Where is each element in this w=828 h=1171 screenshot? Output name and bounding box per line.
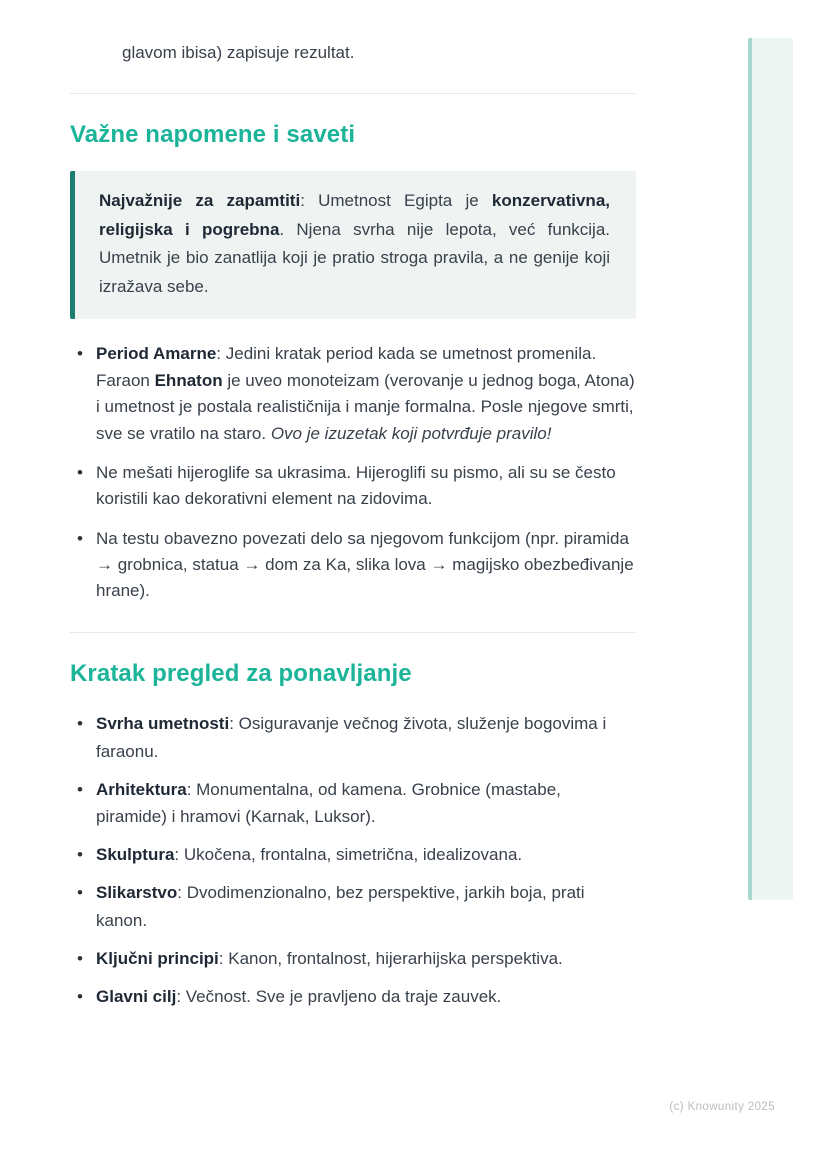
list-item: • Slikarstvo: Dvodimenzionalno, bez perspektive, jarkih boja, prati kanon. — [70, 879, 636, 933]
list-item: • Ključni principi: Kanon, frontalnost, hijerarhijska perspektiva. — [70, 945, 636, 972]
notes-list — [70, 341, 636, 604]
section-title-review: Kratak pregled za ponavljanje — [70, 659, 412, 687]
list-item: • Period Amarne: Jedini kratak period kada se umetnost promenila. Faraon Ehnaton je uveo monoteizam (verovanje u jednog boga, Atona) i umetnost je postala realističnija i manje formalna. Posle njegove smrti, sve se vratilo na staro. Ovo je izuzetak koji potvrđuje pravilo! — [70, 341, 636, 446]
footer-copyright: (c) Knowunity 2025 — [669, 1101, 775, 1113]
list-item: • Ne mešati hijeroglife sa ukrasima. Hijeroglifi su pismo, ali su se često koristili kao dekorativni element na zidovima. — [70, 460, 636, 513]
list-item: • Glavni cilj: Večnost. Sve je pravljeno da traje zauvek. — [70, 983, 636, 1010]
section-title-notes: Važne napomene i saveti — [70, 120, 356, 148]
callout-box — [70, 171, 636, 319]
list-item: • Svrha umetnosti: Osiguravanje večnog života, služenje bogovima i faraonu. — [70, 710, 636, 764]
section-divider — [70, 93, 636, 94]
page-accent-bar — [748, 38, 793, 900]
callout-text: Najvažnije za zapamtiti: Umetnost Egipta je konzervativna, religijska i pogrebna. Njena svrha nije lepota, već funkcija. Umetnik je bio zanatlija koji je pratio stroga pravila, a ne genije koji izražava sebe. — [99, 191, 611, 296]
list-item: • Skulptura: Ukočena, frontalna, simetrična, idealizovana. — [70, 841, 636, 868]
list-item: • Arhitektura: Monumentalna, od kamena. Grobnice (mastabe, piramide) i hramovi (Karnak, Luksor). — [70, 776, 636, 830]
continuation-paragraph: glavom ibisa) zapisuje rezultat. — [122, 43, 355, 62]
document-content — [70, 0, 636, 1021]
review-list — [70, 710, 636, 1010]
list-item: • Na testu obavezno povezati delo sa njegovom funkcijom (npr. piramida → grobnica, statua → dom za Ka, slika lova → magijsko obezbeđivanje hrane). — [70, 526, 636, 605]
section-divider — [70, 632, 636, 633]
